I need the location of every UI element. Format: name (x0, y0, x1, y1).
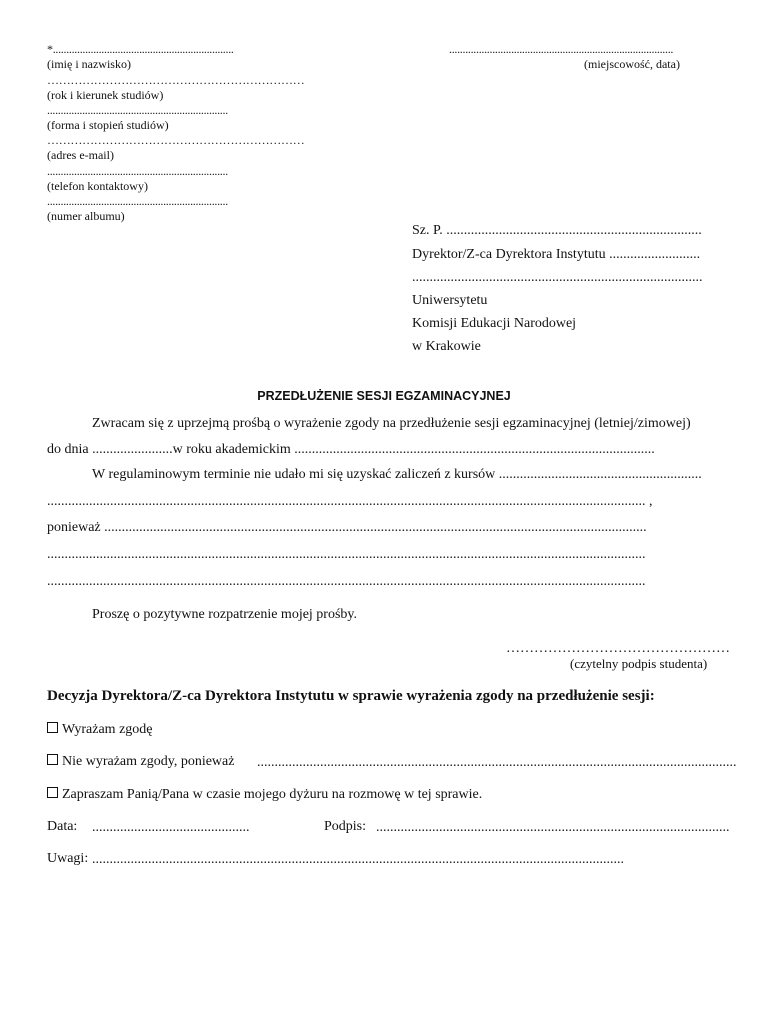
reason-line-1[interactable]: ponieważ ........................................................................................................................................................... (47, 520, 647, 535)
checkbox-icon[interactable] (47, 787, 58, 798)
option-consent[interactable] (47, 722, 153, 738)
student-signature-line[interactable]: ………………………………………… (506, 641, 730, 656)
recipient-line-6: w Krakowie (412, 339, 481, 354)
study-year-line[interactable]: ………………………………………………………… (47, 73, 305, 87)
option-invite[interactable] (47, 787, 482, 803)
notes-label: Uwagi: (47, 851, 89, 866)
refuse-reason-line[interactable]: ......................................................................................................................................... (257, 755, 737, 770)
document-title: PRZEDŁUŻENIE SESJI EGZAMINACYJNEJ (257, 389, 511, 403)
recipient-line-3: ................................................................................... (412, 270, 703, 285)
place-date-line[interactable]: ................................................................................... (449, 42, 674, 56)
email-label: (adres e-mail) (47, 148, 114, 162)
name-line[interactable]: *................................................................... (47, 42, 234, 56)
reason-line-3[interactable]: ........................................................................................................................................................................... (47, 574, 646, 589)
study-year-label: (rok i kierunek studiów) (47, 88, 164, 102)
request-paragraph-line-1: Zwracam się z uprzejmą prośbą o wyrażenie zgody na przedłużenie sesji egzaminacyjnej (letniej/zimowej) (92, 416, 691, 431)
courses-line-2[interactable]: ........................................................................................................................................................................... , (47, 494, 653, 509)
checkbox-icon[interactable] (47, 754, 58, 765)
recipient-line-1: Sz. P. ......................................................................... (412, 223, 702, 238)
recipient-line-4: Uniwersytetu (412, 293, 488, 308)
study-form-label: (forma i stopień studiów) (47, 118, 169, 132)
recipient-line-5: Komisji Edukacji Narodowej (412, 316, 577, 331)
decision-date-label: Data: (47, 819, 78, 834)
decision-signature-line[interactable]: ..................................................................................................... (376, 820, 730, 835)
place-date-label: (miejscowość, data) (584, 57, 680, 71)
option-refuse-label: Nie wyrażam zgody, ponieważ (62, 754, 235, 769)
recipient-line-2: Dyrektor/Z-ca Dyrektora Instytutu .......................... (412, 247, 701, 262)
study-form-line[interactable]: ................................................................... (47, 103, 228, 117)
checkbox-icon[interactable] (47, 722, 58, 733)
option-consent-label: Wyrażam zgodę (62, 722, 153, 737)
phone-line[interactable]: ................................................................... (47, 164, 228, 178)
album-number-label: (numer albumu) (47, 209, 125, 223)
album-number-line[interactable]: ................................................................... (47, 194, 228, 208)
decision-signature-label: Podpis: (324, 819, 367, 834)
reason-line-2[interactable]: ........................................................................................................................................................................... (47, 547, 646, 562)
courses-line-1[interactable]: W regulaminowym terminie nie udało mi się uzyskać zaliczeń z kursów .......................................................... (92, 467, 702, 482)
email-line[interactable]: ………………………………………………………… (47, 133, 305, 147)
option-refuse[interactable] (47, 754, 234, 770)
notes-line[interactable]: ........................................................................................................................................................ (92, 852, 624, 867)
student-signature-label: (czytelny podpis studenta) (570, 656, 708, 671)
phone-label: (telefon kontaktowy) (47, 179, 148, 193)
name-label: (imię i nazwisko) (47, 57, 131, 71)
decision-date-line[interactable]: ............................................. (92, 820, 250, 835)
closing-sentence: Proszę o pozytywne rozpatrzenie mojej prośby. (92, 607, 358, 622)
decision-heading: Decyzja Dyrektora/Z-ca Dyrektora Instytutu w sprawie wyrażenia zgody na przedłużenie sesji: (47, 688, 655, 704)
request-paragraph-line-2[interactable]: do dnia .......................w roku akademickim ....................................................................................................... (47, 442, 655, 457)
option-invite-label: Zapraszam Panią/Pana w czasie mojego dyżuru na rozmowę w tej sprawie. (62, 787, 483, 802)
